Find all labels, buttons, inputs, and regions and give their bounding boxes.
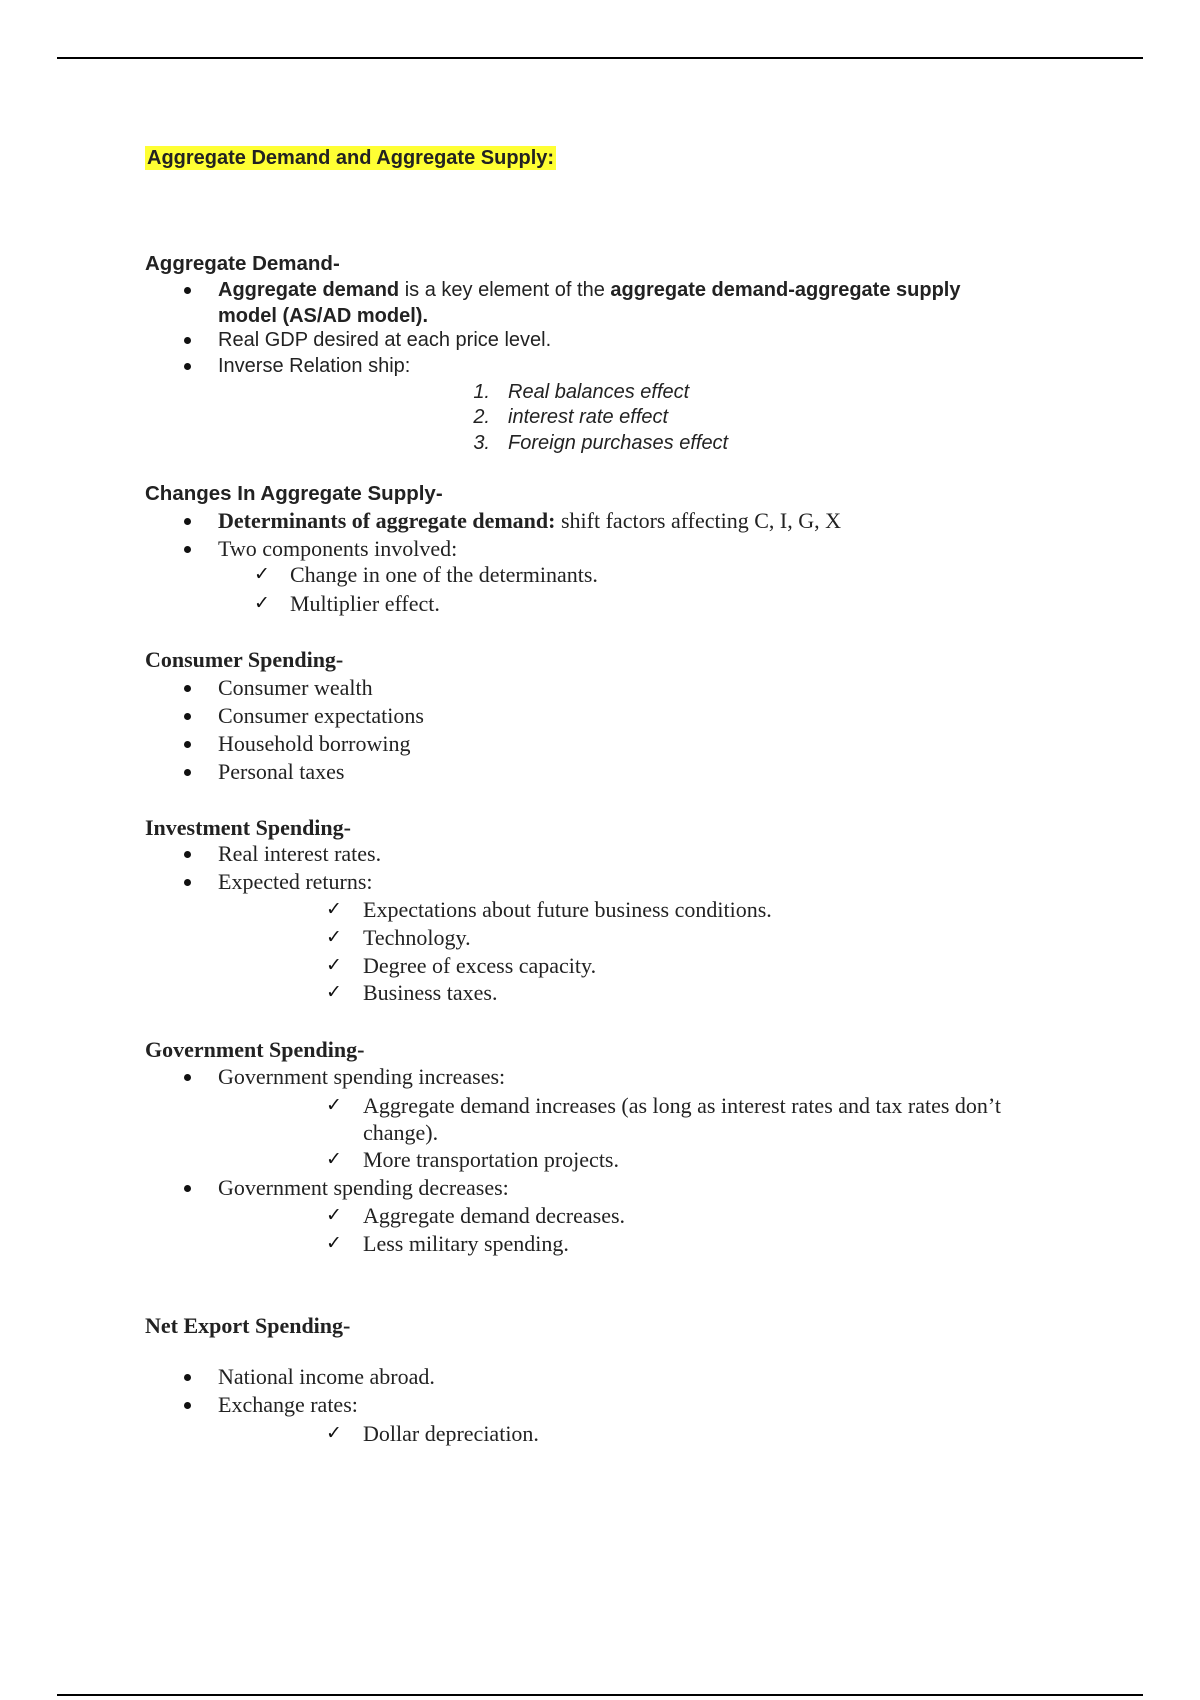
- list-item: Change in one of the determinants.: [290, 562, 598, 587]
- list-item: Expectations about future business conditions.: [363, 897, 772, 922]
- list-number: 2.: [473, 406, 490, 428]
- bullet-icon: [184, 851, 191, 858]
- list-item-continuation: model (AS/AD model).: [218, 305, 429, 327]
- list-item: Degree of excess capacity.: [363, 953, 597, 978]
- check-icon: ✓: [326, 1232, 342, 1254]
- list-item: Aggregate demand decreases.: [363, 1203, 626, 1228]
- check-icon: ✓: [254, 592, 270, 614]
- bullet-icon: [184, 713, 191, 720]
- list-item: Government spending decreases:: [218, 1175, 509, 1200]
- section-heading-net-export-spending: Net Export Spending-: [145, 1313, 351, 1338]
- check-icon: ✓: [326, 954, 342, 976]
- list-item: Technology.: [363, 925, 471, 950]
- list-item: Consumer expectations: [218, 703, 424, 728]
- list-item: National income abroad.: [218, 1364, 435, 1389]
- list-item: Real balances effect: [508, 381, 690, 403]
- list-item: More transportation projects.: [363, 1147, 619, 1172]
- list-item: Inverse Relation ship:: [218, 355, 411, 377]
- bottom-rule: [57, 1694, 1143, 1696]
- list-item: Personal taxes: [218, 759, 345, 784]
- bullet-icon: [184, 518, 191, 525]
- section-heading-changes-in-aggregate-supply: Changes In Aggregate Supply-: [145, 482, 443, 505]
- check-icon: ✓: [326, 1204, 342, 1226]
- top-rule: [57, 57, 1143, 59]
- bullet-icon: [184, 741, 191, 748]
- bullet-icon: [184, 685, 191, 692]
- list-item: Aggregate demand is a key element of the aggregate demand-aggregate supply: [218, 279, 961, 301]
- list-item: Multiplier effect.: [290, 591, 440, 616]
- list-item: Expected returns:: [218, 869, 373, 894]
- list-item: Dollar depreciation.: [363, 1421, 539, 1446]
- list-number: 1.: [473, 381, 490, 403]
- list-item: Two components involved:: [218, 536, 458, 561]
- section-heading-aggregate-demand: Aggregate Demand-: [145, 252, 340, 275]
- bullet-icon: [184, 363, 191, 370]
- list-item: interest rate effect: [508, 406, 669, 428]
- list-item: Foreign purchases effect: [508, 432, 729, 454]
- list-item: Business taxes.: [363, 980, 498, 1005]
- bullet-icon: [184, 879, 191, 886]
- check-icon: ✓: [326, 1148, 342, 1170]
- check-icon: ✓: [326, 1422, 342, 1444]
- check-icon: ✓: [326, 926, 342, 948]
- bullet-icon: [184, 1402, 191, 1409]
- check-icon: ✓: [326, 898, 342, 920]
- page-title: Aggregate Demand and Aggregate Supply:: [147, 147, 555, 169]
- list-item: Government spending increases:: [218, 1064, 506, 1089]
- list-number: 3.: [473, 432, 490, 454]
- list-item: Real interest rates.: [218, 841, 382, 866]
- section-heading-government-spending: Government Spending-: [145, 1037, 365, 1062]
- list-item: Aggregate demand increases (as long as interest rates and tax rates don’t: [363, 1093, 1001, 1118]
- bullet-icon: [184, 1185, 191, 1192]
- check-icon: ✓: [326, 981, 342, 1003]
- list-item: Consumer wealth: [218, 675, 373, 700]
- list-item: Household borrowing: [218, 731, 411, 756]
- bullet-icon: [184, 769, 191, 776]
- list-item: Less military spending.: [363, 1231, 569, 1256]
- bullet-icon: [184, 546, 191, 553]
- check-icon: ✓: [326, 1094, 342, 1116]
- bullet-icon: [184, 337, 191, 344]
- bullet-icon: [184, 1374, 191, 1381]
- check-icon: ✓: [254, 563, 270, 585]
- list-item: Real GDP desired at each price level.: [218, 329, 552, 351]
- list-item: Determinants of aggregate demand: shift factors affecting C, I, G, X: [218, 508, 842, 533]
- section-heading-consumer-spending: Consumer Spending-: [145, 647, 344, 672]
- bullet-icon: [184, 287, 191, 294]
- bullet-icon: [184, 1074, 191, 1081]
- list-item: Exchange rates:: [218, 1392, 358, 1417]
- list-item-continuation: change).: [363, 1120, 439, 1145]
- section-heading-investment-spending: Investment Spending-: [145, 815, 351, 840]
